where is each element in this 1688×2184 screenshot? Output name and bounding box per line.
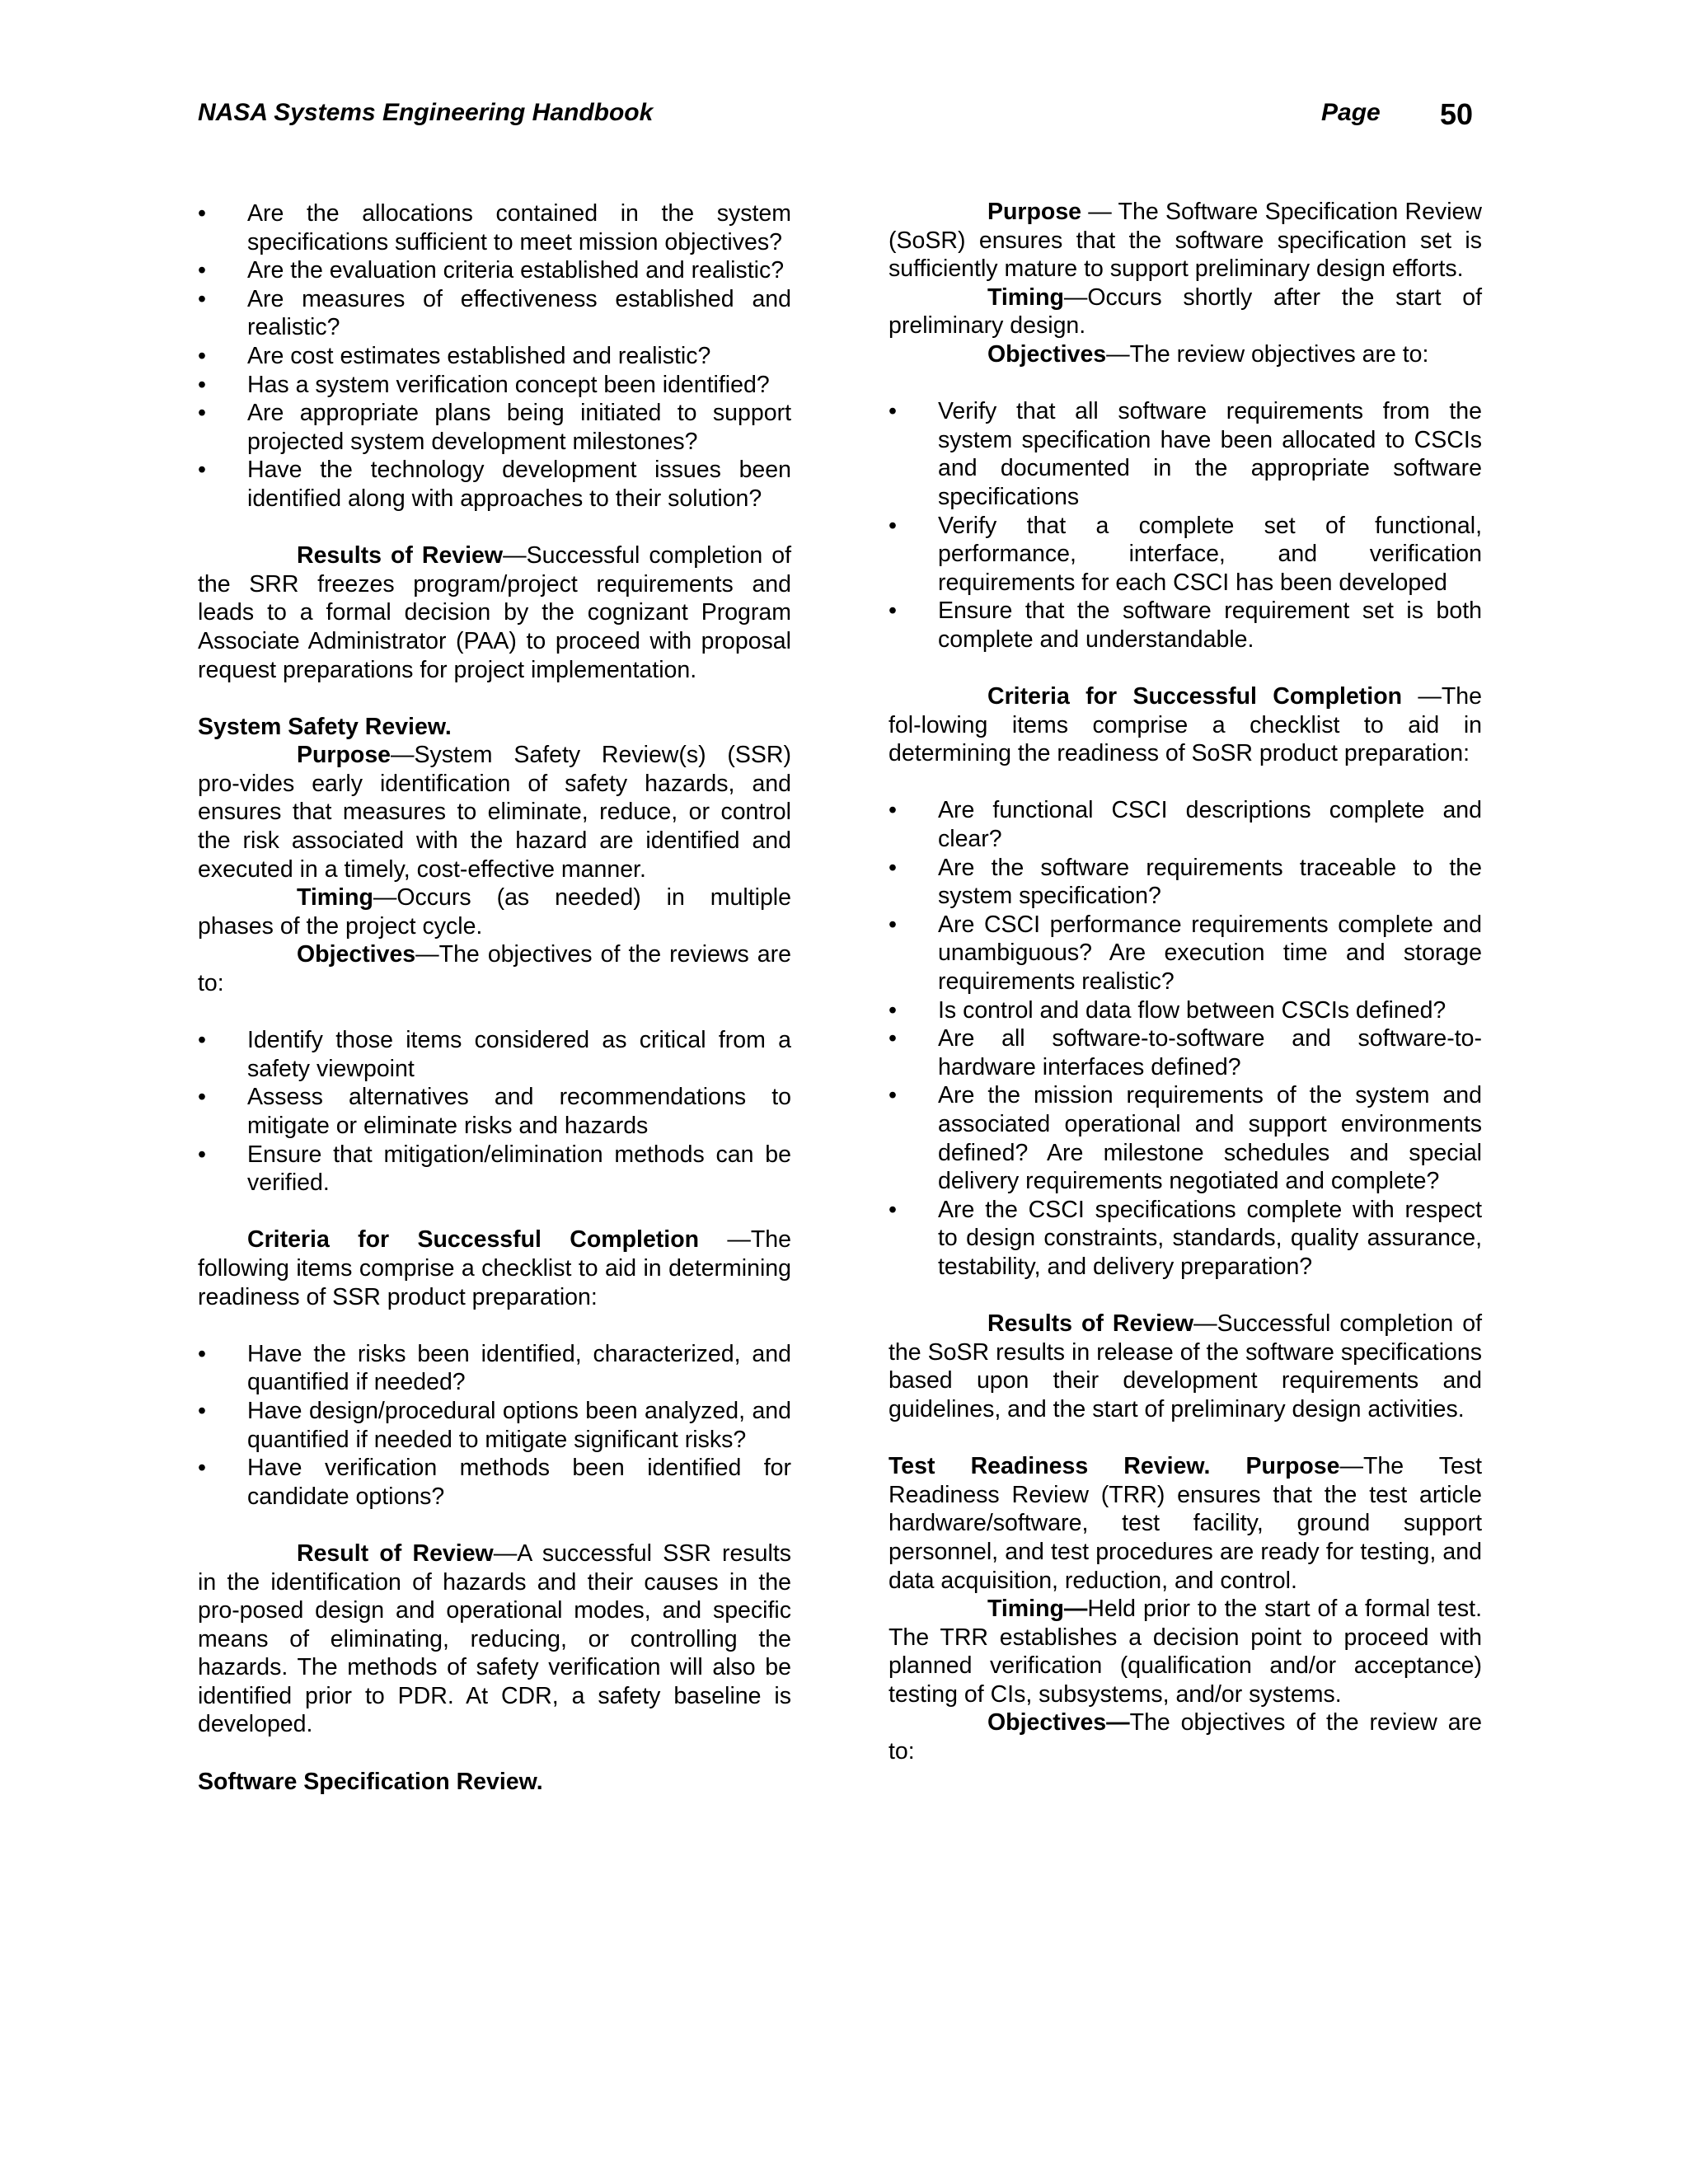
ssr-result-paragraph: [198, 1540, 791, 1739]
list-item: • Are the software requirements traceable to the system specification?: [889, 854, 1482, 911]
trr-timing-paragraph: [889, 1595, 1482, 1708]
list-item: • Verify that a complete set of functional, performance, interface, and verification requirements for each CSCI has been developed: [889, 512, 1482, 598]
run-in-heading: Timing—: [987, 1596, 1088, 1623]
run-in-heading: Purpose: [987, 199, 1082, 225]
sosr-criteria-list: [889, 796, 1482, 1281]
list-item: • Have the technology development issues been identified along with approaches to their solution?: [198, 456, 791, 513]
trr-purpose-paragraph: [889, 1452, 1482, 1595]
list-item: • Are the evaluation criteria established and realistic?: [198, 256, 791, 285]
ssr-criteria-list: [198, 1340, 791, 1511]
list-item: • Are functional CSCI descriptions complete and clear?: [889, 796, 1482, 853]
run-in-heading: Objectives: [297, 941, 416, 968]
paragraph-text: Held prior to the start of a formal test. The TRR establishes a decision point to proceed with planned verification (qualification and/or acceptance) testing of CIs, subsystems, and/or systems.: [889, 1596, 1482, 1708]
section-heading-sosr: Software Specification Review.: [198, 1768, 543, 1795]
sosr-objectives-list: [889, 397, 1482, 654]
srr-results-paragraph: [198, 541, 791, 684]
run-in-heading: Objectives: [987, 340, 1107, 368]
paragraph-text: —A successful SSR results in the identification of hazards and their causes in the pro-posed design and operational modes, and specific means of eliminating, reducing, or controlling the hazards. The methods of safety verification will also be identified prior to PDR. At CDR, a safety baseline is developed.: [198, 1540, 791, 1738]
page-number: 50: [1440, 97, 1474, 131]
ssr-objectives-list: [198, 1026, 791, 1197]
ssr-purpose-paragraph: [198, 741, 791, 883]
list-item: • Are the allocations contained in the system specifications sufficient to meet mission objectives?: [198, 199, 791, 256]
list-item: • Identify those items considered as critical from a safety viewpoint: [198, 1026, 791, 1083]
list-item: • Are all software-to-software and software-to-hardware interfaces defined?: [889, 1024, 1482, 1081]
ssr-timing-paragraph: [198, 883, 791, 940]
run-in-heading: Timing: [987, 284, 1064, 311]
paragraph-text: —Occurs (as needed) in multiple phases of the project cycle.: [198, 884, 791, 940]
paragraph-text: —The Test Readiness Review (TRR) ensures that the test article hardware/software, test facility, ground support personnel, and test procedures are ready for testing, and data acquisition, reduction, and control.: [889, 1453, 1482, 1594]
list-item: • Are measures of effectiveness established and realistic?: [198, 285, 791, 342]
run-in-heading: Criteria for Successful Completion: [247, 1226, 700, 1254]
list-item: • Are the CSCI specifications complete with respect to design constraints, standards, quality assurance, testability, and delivery preparation?: [889, 1196, 1482, 1282]
sosr-purpose-paragraph: [889, 198, 1482, 284]
handbook-title: NASA Systems Engineering Handbook: [198, 99, 654, 126]
trr-objectives-paragraph: [889, 1708, 1482, 1765]
paragraph-text: The objectives of the review are to:: [889, 1709, 1482, 1765]
srr-checklist: [198, 199, 791, 513]
right-column: [889, 198, 1482, 1766]
list-item: • Ensure that mitigation/elimination methods can be verified.: [198, 1141, 791, 1197]
list-item: • Has a system verification concept been identified?: [198, 371, 791, 400]
page-label: Page: [1321, 99, 1381, 126]
paragraph-text: — The Software Specification Review (SoSR) ensures that the software specification set is sufficiently mature to support preliminary design efforts.: [889, 199, 1482, 283]
run-in-heading: Purpose: [297, 742, 392, 769]
list-item: • Are the mission requirements of the system and associated operational and support environments defined? Are milestone schedules and special delivery requirements negotiated and complete?: [889, 1081, 1482, 1195]
list-item: • Are CSCI performance requirements complete and unambiguous? Are execution time and storage requirements realistic?: [889, 911, 1482, 996]
sosr-criteria-paragraph: [889, 682, 1482, 768]
list-item: • Have verification methods been identified for candidate options?: [198, 1454, 791, 1511]
run-in-heading: Results of Review: [987, 1310, 1194, 1338]
list-item: • Is control and data flow between CSCIs defined?: [889, 996, 1482, 1025]
section-heading-ssr: System Safety Review.: [198, 713, 452, 740]
list-item: • Have design/procedural options been analyzed, and quantified if needed to mitigate significant risks?: [198, 1397, 791, 1454]
ssr-criteria-paragraph: [198, 1226, 791, 1311]
sosr-timing-paragraph: [889, 284, 1482, 340]
paragraph-text: —Successful completion of the SRR freezes program/project requirements and leads to a formal decision by the cognizant Program Associate Administrator (PAA) to proceed with proposal request preparations for project implementation.: [198, 542, 791, 683]
run-in-heading: Timing: [297, 884, 373, 912]
paragraph-text: —System Safety Review(s) (SSR) pro-vides early identification of safety hazards, and ensures that measures to eliminate, reduce, or control the risk associated with the hazard are identified and executed in a timely, cost-effective manner.: [198, 742, 791, 883]
list-item: • Are cost estimates established and realistic?: [198, 342, 791, 371]
sosr-objectives-paragraph: [889, 340, 1482, 369]
section-heading-trr: Test Readiness Review. Purpose: [889, 1453, 1340, 1480]
paragraph-text: —The fol-lowing items comprise a checklist to aid in determining the readiness of SoSR product preparation:: [889, 683, 1483, 767]
list-item: • Have the risks been identified, characterized, and quantified if needed?: [198, 1340, 791, 1397]
ssr-objectives-paragraph: [198, 940, 791, 997]
run-in-heading: Criteria for Successful Completion: [987, 683, 1403, 710]
list-item: • Verify that all software requirements from the system specification have been allocated to CSCIs and documented in the appropriate software specifications: [889, 397, 1482, 511]
list-item: • Assess alternatives and recommendations to mitigate or eliminate risks and hazards: [198, 1083, 791, 1140]
paragraph-text: —Occurs shortly after the start of preliminary design.: [889, 284, 1482, 340]
run-in-heading: Objectives—: [987, 1709, 1130, 1736]
sosr-results-paragraph: [889, 1310, 1482, 1423]
paragraph-text: —Successful completion of the SoSR results in release of the software specifications based upon their development requirements and guidelines, and the start of preliminary design activities.: [889, 1310, 1482, 1422]
paragraph-text: —The objectives of the reviews are to:: [198, 941, 791, 997]
list-item: • Ensure that the software requirement set is both complete and understandable.: [889, 597, 1482, 654]
paragraph-text: —The review objectives are to:: [1106, 340, 1429, 368]
run-in-heading: Result of Review: [297, 1540, 494, 1567]
left-column: [198, 199, 791, 1796]
paragraph-text: —The following items comprise a checklist to aid in determining readiness of SSR product preparation:: [198, 1226, 792, 1310]
run-in-heading: Results of Review: [297, 542, 504, 569]
list-item: • Are appropriate plans being initiated to support projected system development milestones?: [198, 399, 791, 456]
